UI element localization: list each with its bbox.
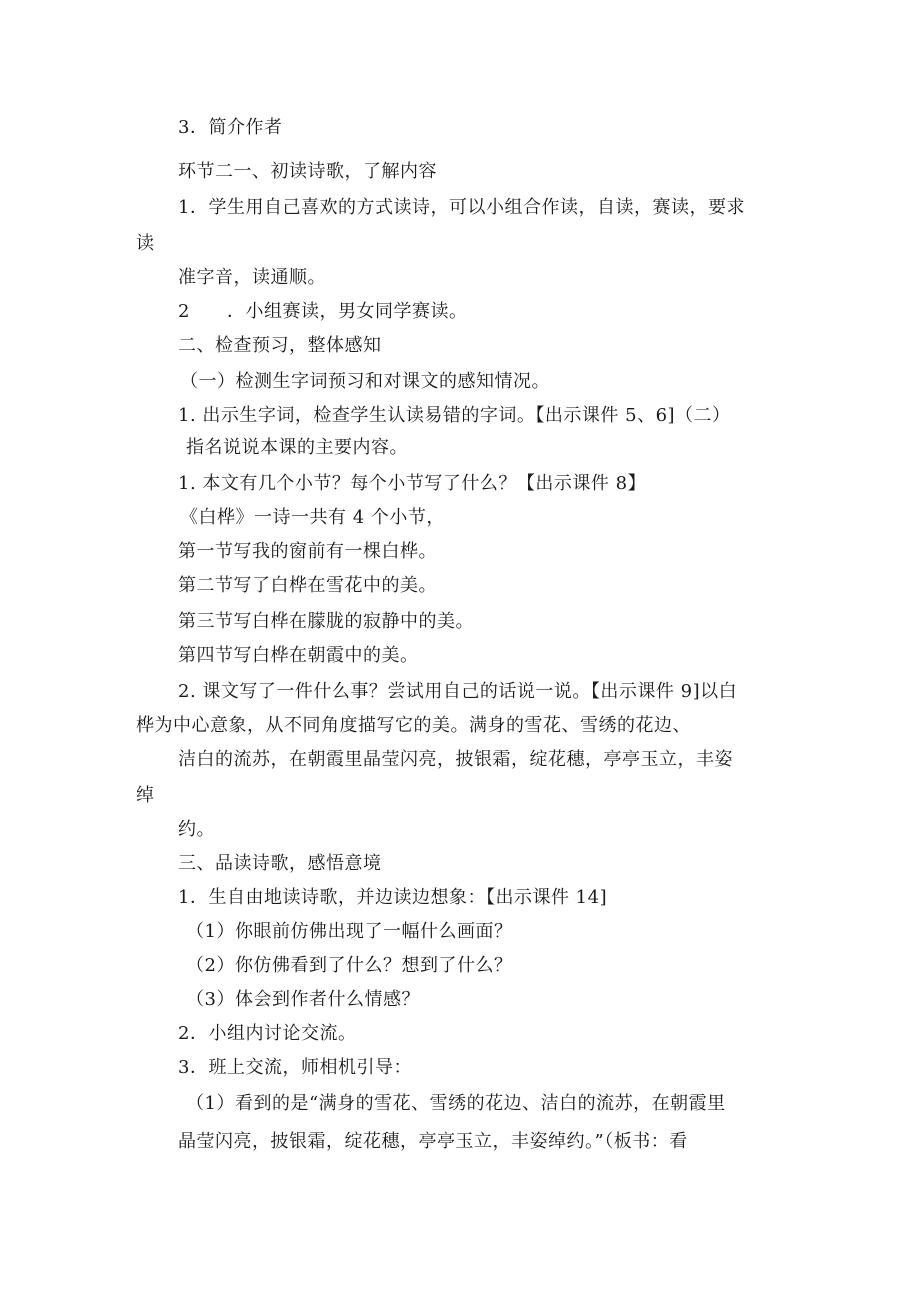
- text-line: （2）你仿佛看到了什么？想到了什么？: [186, 955, 513, 976]
- text-line: 1. 出示生字词，检查学生认读易错的字词。【出示课件 5、6]（二）: [178, 405, 731, 426]
- text-line: 第一节写我的窗前有一棵白桦。: [178, 541, 437, 562]
- text-line: （1）看到的是“满身的雪花、雪绣的花边、洁白的流苏，在朝霞里: [186, 1093, 726, 1114]
- text-line: 1．学生用自己喜欢的方式读诗，可以小组合作读，自读，赛读，要求: [178, 197, 745, 218]
- text-line: 晶莹闪亮，披银霜，绽花穗，亭亭玉立，丰姿绰约。”（板书：看: [178, 1131, 688, 1152]
- text-line: 三、品读诗歌，感悟意境: [178, 853, 382, 874]
- text-line: 2 ．小组赛读，男女同学赛读。: [178, 301, 468, 322]
- text-line: 桦为中心意象，从不同角度描写它的美。满身的雪花、雪绣的花边、: [136, 715, 691, 736]
- text-line: 2. 课文写了一件什么事？尝试用自己的话说一说。【出示课件 9]以白: [178, 681, 738, 702]
- text-line: 约。: [178, 819, 215, 840]
- text-line: 读: [136, 233, 155, 254]
- text-line: 准字音，读通顺。: [178, 267, 326, 288]
- text-line: 第四节写白桦在朝霞中的美。: [178, 645, 419, 666]
- text-line: 二、检查预习，整体感知: [178, 335, 382, 356]
- text-line: 第二节写了白桦在雪花中的美。: [178, 575, 437, 596]
- text-line: 环节二一、初读诗歌，了解内容: [178, 161, 437, 182]
- text-line: 绰: [136, 785, 155, 806]
- text-line: 指名说说本课的主要内容。: [186, 437, 408, 458]
- text-line: 1. 本文有几个小节？每个小节写了什么？【出示课件 8】: [178, 473, 647, 494]
- text-line: 洁白的流苏，在朝霞里晶莹闪亮，披银霜，绽花穗，亭亭玉立，丰姿: [178, 749, 733, 770]
- text-line: （3）体会到作者什么情感？: [186, 989, 420, 1010]
- text-line: 1．生自由地读诗歌，并边读边想象：【出示课件 14]: [178, 887, 608, 908]
- text-line: 3．简介作者: [178, 117, 283, 138]
- text-line: 《白桦》一诗一共有 4 个小节，: [180, 507, 445, 528]
- text-line: 3．班上交流，师相机引导：: [178, 1057, 412, 1078]
- text-line: 第三节写白桦在朦胧的寂静中的美。: [178, 611, 474, 632]
- text-line: （1）你眼前仿佛出现了一幅什么画面？: [186, 921, 513, 942]
- text-line: 2．小组内讨论交流。: [178, 1023, 357, 1044]
- text-line: （一）检测生字词预习和对课文的感知情况。: [180, 371, 550, 392]
